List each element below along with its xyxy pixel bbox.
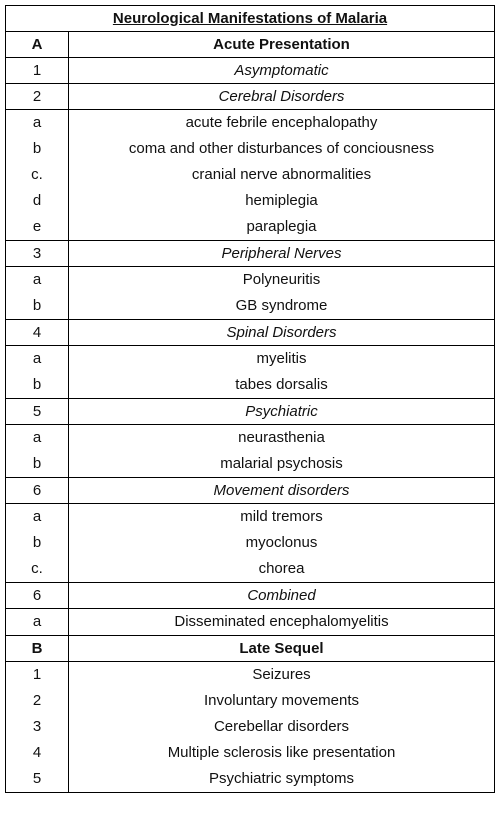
item-text: mild tremors [69, 504, 495, 531]
item-text: acute febrile encephalopathy [69, 110, 495, 137]
category-row [6, 58, 495, 84]
table-title: Neurological Manifestations of Malaria [6, 6, 495, 32]
list-item [6, 740, 495, 766]
item-text: myoclonus [69, 530, 495, 556]
category-number: 5 [6, 399, 69, 425]
section-header-row [6, 636, 495, 662]
category-number: 1 [6, 58, 69, 84]
item-marker: 4 [6, 740, 69, 766]
list-item [6, 766, 495, 793]
item-marker: d [6, 188, 69, 214]
item-text: chorea [69, 556, 495, 583]
list-item [6, 556, 495, 583]
list-item [6, 267, 495, 294]
list-item [6, 162, 495, 188]
manifestations-table [5, 5, 495, 793]
list-item [6, 504, 495, 531]
item-text: Polyneuritis [69, 267, 495, 294]
list-item [6, 136, 495, 162]
item-marker: 3 [6, 714, 69, 740]
item-text: paraplegia [69, 214, 495, 241]
section-id: B [6, 636, 69, 662]
item-marker: a [6, 504, 69, 531]
category-label: Peripheral Nerves [69, 241, 495, 267]
item-marker: 1 [6, 662, 69, 689]
category-label: Psychiatric [69, 399, 495, 425]
list-item [6, 714, 495, 740]
item-marker: a [6, 609, 69, 636]
list-item [6, 688, 495, 714]
item-text: malarial psychosis [69, 451, 495, 478]
item-marker: b [6, 372, 69, 399]
item-marker: a [6, 110, 69, 137]
category-row [6, 583, 495, 609]
list-item [6, 451, 495, 478]
item-text: Cerebellar disorders [69, 714, 495, 740]
item-marker: 2 [6, 688, 69, 714]
category-label: Spinal Disorders [69, 320, 495, 346]
list-item [6, 425, 495, 452]
category-row [6, 320, 495, 346]
category-row [6, 241, 495, 267]
list-item [6, 214, 495, 241]
item-text: Disseminated encephalomyelitis [69, 609, 495, 636]
item-marker: b [6, 136, 69, 162]
section-id: A [6, 32, 69, 58]
category-label: Combined [69, 583, 495, 609]
category-row [6, 399, 495, 425]
item-marker: b [6, 530, 69, 556]
category-number: 4 [6, 320, 69, 346]
list-item [6, 609, 495, 636]
manifestations-table-container [5, 5, 494, 793]
category-row [6, 478, 495, 504]
section-label: Acute Presentation [69, 32, 495, 58]
item-text: tabes dorsalis [69, 372, 495, 399]
item-text: Multiple sclerosis like presentation [69, 740, 495, 766]
item-text: coma and other disturbances of conciousness [69, 136, 495, 162]
item-text: hemiplegia [69, 188, 495, 214]
item-marker: a [6, 346, 69, 373]
list-item [6, 372, 495, 399]
item-marker: c. [6, 162, 69, 188]
item-marker: a [6, 267, 69, 294]
category-number: 6 [6, 478, 69, 504]
category-number: 2 [6, 84, 69, 110]
item-text: neurasthenia [69, 425, 495, 452]
item-marker: 5 [6, 766, 69, 793]
category-label: Movement disorders [69, 478, 495, 504]
list-item [6, 662, 495, 689]
item-marker: b [6, 293, 69, 320]
table-title-row [6, 6, 495, 32]
category-number: 3 [6, 241, 69, 267]
category-label: Asymptomatic [69, 58, 495, 84]
category-row [6, 84, 495, 110]
category-label: Cerebral Disorders [69, 84, 495, 110]
item-marker: b [6, 451, 69, 478]
section-label: Late Sequel [69, 636, 495, 662]
item-text: GB syndrome [69, 293, 495, 320]
category-number: 6 [6, 583, 69, 609]
item-marker: a [6, 425, 69, 452]
item-text: cranial nerve abnormalities [69, 162, 495, 188]
item-marker: c. [6, 556, 69, 583]
list-item [6, 530, 495, 556]
item-text: Psychiatric symptoms [69, 766, 495, 793]
item-text: Seizures [69, 662, 495, 689]
item-text: Involuntary movements [69, 688, 495, 714]
list-item [6, 110, 495, 137]
list-item [6, 188, 495, 214]
section-header-row [6, 32, 495, 58]
item-text: myelitis [69, 346, 495, 373]
item-marker: e [6, 214, 69, 241]
list-item [6, 346, 495, 373]
list-item [6, 293, 495, 320]
